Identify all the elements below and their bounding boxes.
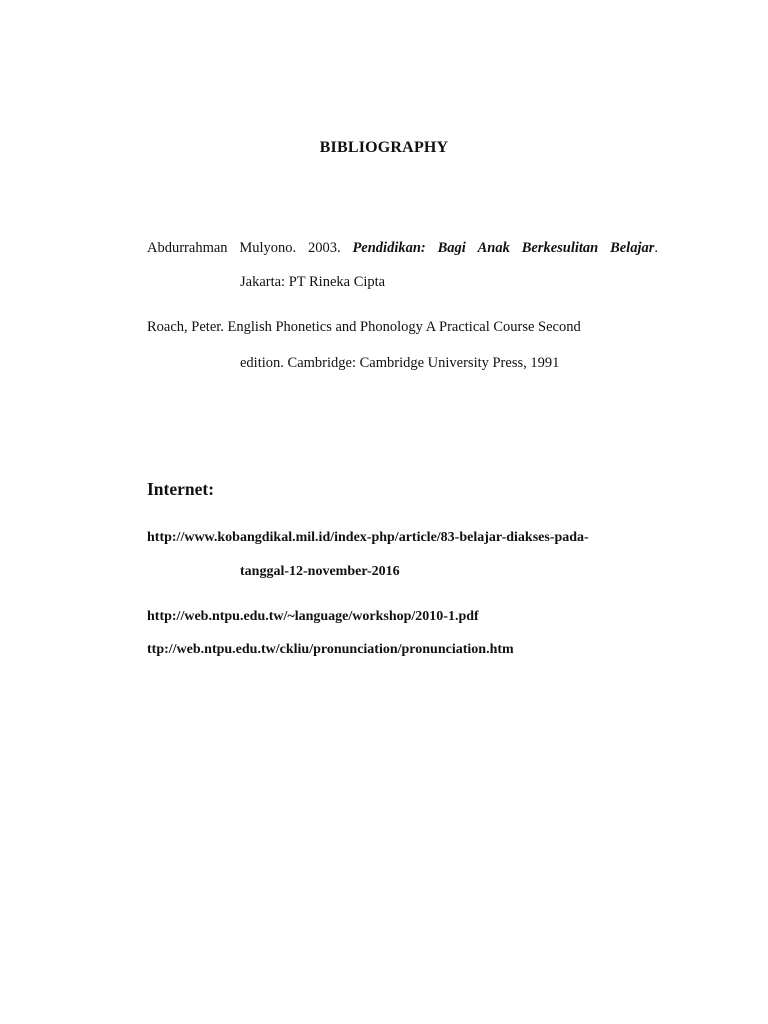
bibliography-entry-2-line-2: edition. Cambridge: Cambridge University Press, 1991 [240,355,560,371]
entry-title-word: Bagi [437,240,466,256]
internet-link-1-line-1: http://www.kobangdikal.mil.id/index-php/article/83-belajar-diakses-pada- [147,530,589,545]
internet-link-3: ttp://web.ntpu.edu.tw/ckliu/pronunciation/pronunciation.htm [147,642,514,657]
internet-link-2: http://web.ntpu.edu.tw/~language/workshop/2010-1.pdf [147,609,479,624]
entry-author-first: Abdurrahman [147,240,228,256]
entry-title-word: Pendidikan: [352,240,426,256]
entry-title-last-word [610,240,658,257]
page-title: BIBLIOGRAPHY [319,139,449,156]
internet-link-1-line-2: tanggal-12-november-2016 [240,564,400,579]
bibliography-entry-2-line-1: Roach, Peter. English Phonetics and Phonology A Practical Course Second [147,319,581,335]
bibliography-entry-1-line-1 [147,240,658,257]
bibliography-entry-1-line-2: Jakarta: PT Rineka Cipta [240,274,386,290]
entry-title-word: Anak [477,240,510,256]
entry-author-last: Mulyono. [239,240,297,256]
entry-title-word: Belajar [610,240,655,256]
internet-heading: Internet: [147,479,215,499]
entry-year: 2003. [307,240,341,256]
entry-title-end: . [654,240,658,256]
entry-title-word: Berkesulitan [521,240,599,256]
